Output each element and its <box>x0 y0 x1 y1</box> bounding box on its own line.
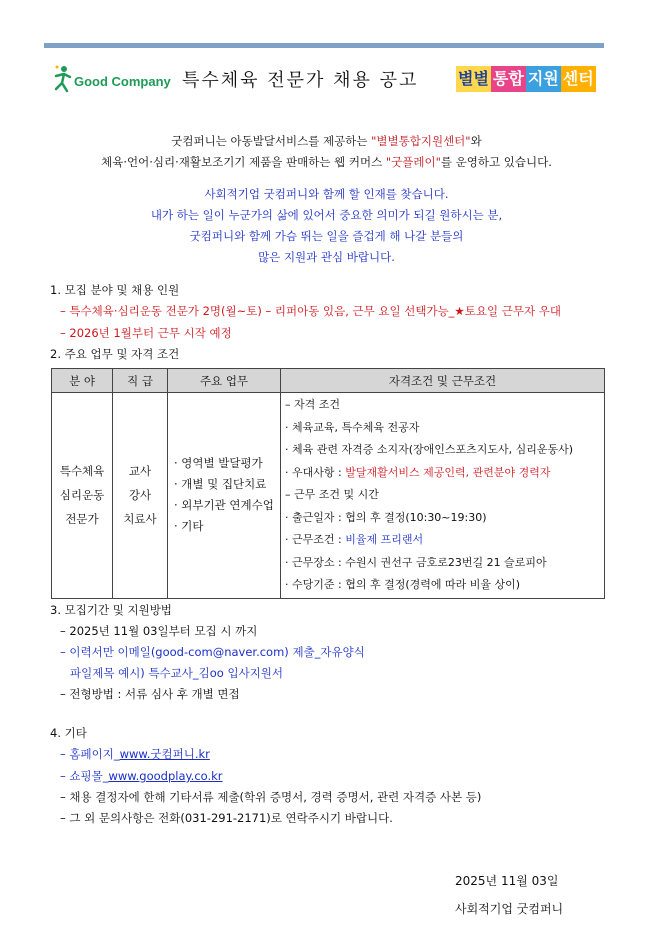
header <box>52 60 612 100</box>
center-logo-part: 통합 <box>491 66 526 92</box>
table-header: 자격조건 및 근무조건 <box>281 369 605 393</box>
duties-cell: · 영역별 발달평가 · 개별 및 집단치료 · 외부기관 연계수업 · 기타 <box>168 393 281 599</box>
field-cell: 특수체육 심리운동 전문가 <box>52 393 113 599</box>
table-header: 직 급 <box>113 369 168 393</box>
section-3-line: – 전형방법 : 서류 심사 후 개별 면접 <box>60 687 240 701</box>
homepage-line: – 홈페이지_www.굿컴퍼니.kr <box>60 747 210 761</box>
section-3-line: – 이력서만 이메일(good-com@naver.com) 제출_자유양식 <box>60 645 365 659</box>
table-header: 분 야 <box>52 369 113 393</box>
shop-line: – 쇼핑몰_www.goodplay.co.kr <box>60 769 223 783</box>
job-table <box>51 368 605 599</box>
center-logo <box>456 66 596 92</box>
section-3-line: 파일제목 예시) 특수교사_김oo 입사지원서 <box>70 666 284 680</box>
shop-name: "굿플레이" <box>385 155 441 169</box>
table-header-row <box>52 369 605 393</box>
section-4-line: – 채용 결정자에 한해 기타서류 제출(학위 증명서, 경력 증명서, 관련 자격증 사본 등) <box>60 790 482 804</box>
organization-name: 사회적기업 굿컴퍼니 <box>455 902 564 916</box>
center-logo-part: 지원 <box>526 66 561 92</box>
center-logo-part: 센터 <box>561 66 596 92</box>
section-1-line: – 2026년 1월부터 근무 시작 예정 <box>60 326 232 340</box>
homepage-link[interactable]: www.굿컴퍼니.kr <box>119 747 210 761</box>
section-2-heading: 2. 주요 업무 및 자격 조건 <box>50 347 180 361</box>
runner-icon <box>52 64 74 94</box>
section-3-heading: 3. 모집기간 및 지원방법 <box>50 603 172 617</box>
shop-link[interactable]: www.goodplay.co.kr <box>108 769 223 783</box>
intro-line-1: 굿컴퍼니는 아동발달서비스를 제공하는 "별별통합지원센터"와 <box>171 134 482 148</box>
document-date: 2025년 11월 03일 <box>455 874 559 888</box>
section-4-line: – 그 외 문의사항은 전화(031-291-2171)로 연락주시기 바랍니다. <box>60 811 393 825</box>
top-accent-bar <box>44 43 604 48</box>
center-logo-part: 별별 <box>456 66 491 92</box>
section-4-heading: 4. 기타 <box>50 726 87 740</box>
section-1-line: – 특수체육·심리운동 전문가 2명(월~토) – 리퍼아동 있음, 근무 요일 선택가능_★토요일 근무자 우대 <box>60 304 561 318</box>
section-1-heading: 1. 모집 분야 및 채용 인원 <box>50 283 180 297</box>
qualification-cell: – 자격 조건 · 체육교육, 특수체육 전공자 · 체육 관련 자격증 소지자(장애인스포츠지도사, 심리운동사) · 우대사항 : 발달재활서비스 제공인력, 관련분야 경력자 – 근무 조건 및 시간 · 출근일자 : 협의 후 결정(10:30~19:30) · 근무조건 : 비율제 프리랜서 · 근무장소 : 수원시 권선구 금호로23번길 21 슬로피아 · 수당기준 : 협의 후 결정(경력에 따라 비율 상이) <box>281 393 605 599</box>
page-title: 특수체육 전문가 채용 공고 <box>182 70 419 91</box>
rank-cell: 교사 강사 치료사 <box>113 393 168 599</box>
table-header: 주요 업무 <box>168 369 281 393</box>
mission-statement: 사회적기업 굿컴퍼니와 함께 할 인재를 찾습니다. 내가 하는 일이 누군가의 삶에 있어서 중요한 의미가 되길 원하시는 분, 굿컴퍼니와 함께 가슴 뛰는 일을 즐겁게 해 나갈 분들의 많은 지원과 관심 바랍니다. <box>150 187 503 264</box>
intro-line-2: 체육·언어·심리·재활보조기기 제품을 판매하는 웹 커머스 "굿플레이"를 운영하고 있습니다. <box>101 155 552 169</box>
logo-text: Good Company <box>74 74 171 89</box>
center-name: "별별통합지원센터" <box>371 134 471 148</box>
company-logo <box>52 64 174 94</box>
section-3-line: – 2025년 11월 03일부터 모집 시 까지 <box>60 624 258 638</box>
table-row <box>52 393 605 599</box>
